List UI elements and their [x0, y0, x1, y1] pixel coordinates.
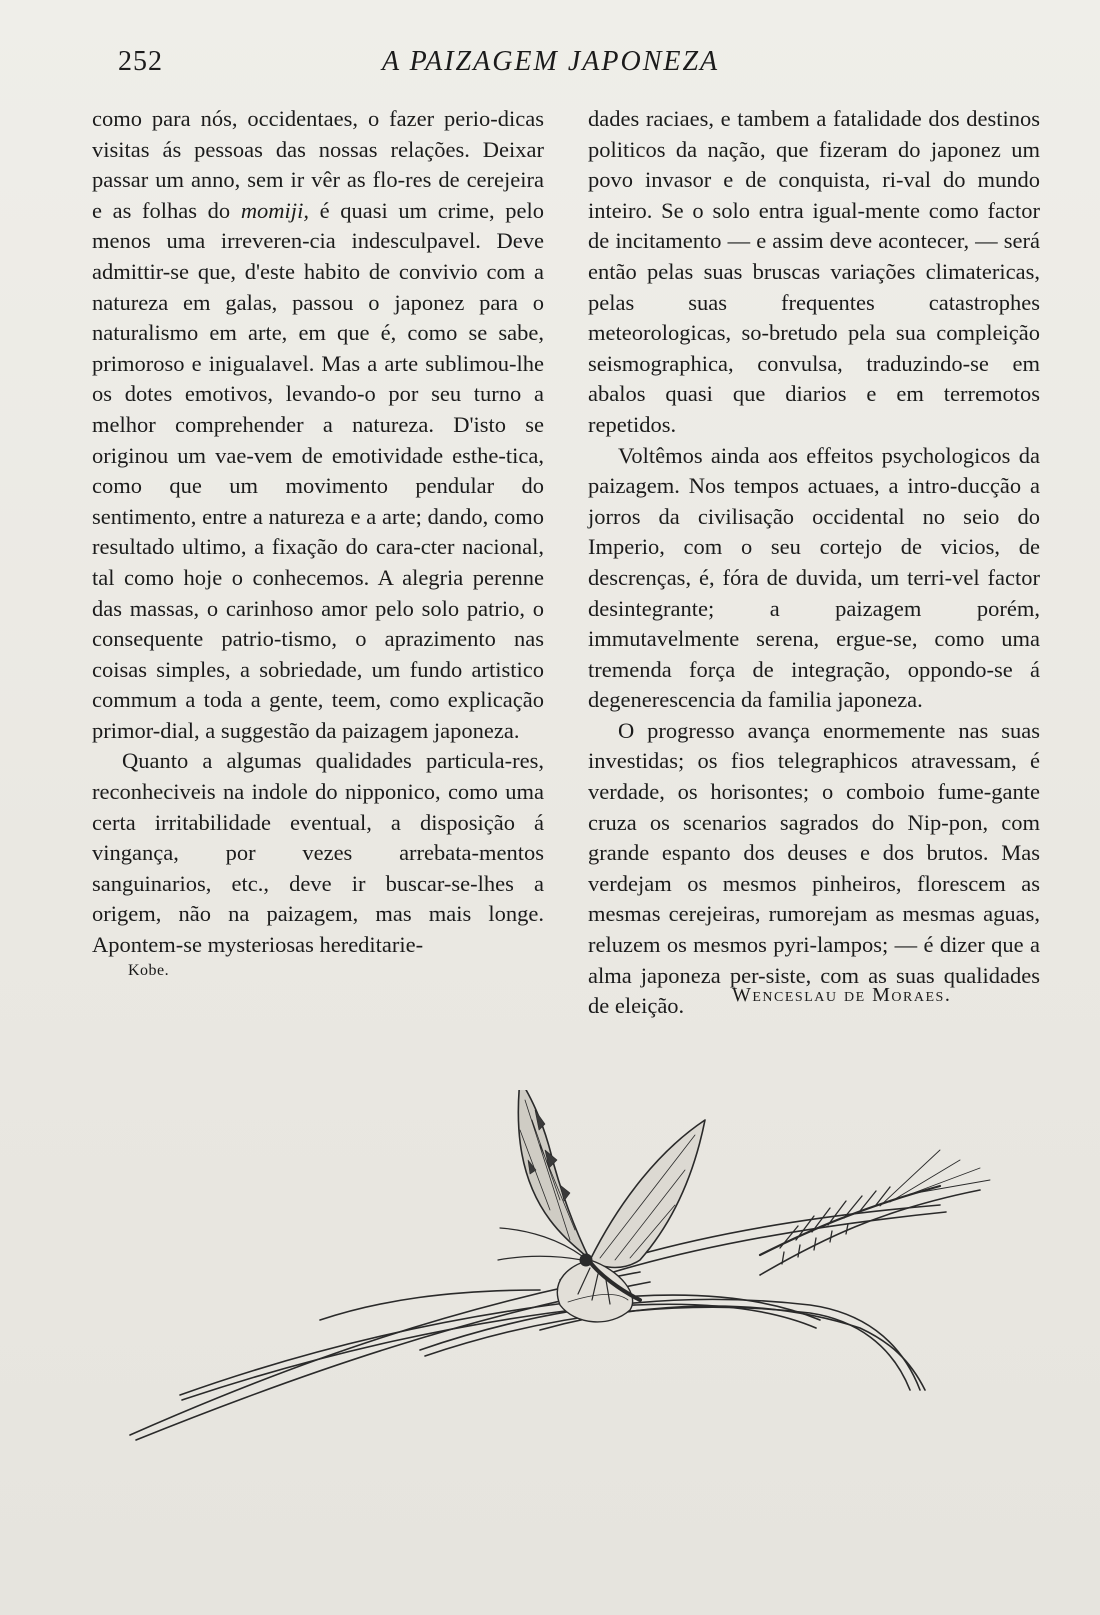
right-paragraph-3: O progresso avança enormemente nas suas investidas; os fios telegraphicos atravessam, é verdade, os horisontes; o comboio fume-gante cruza os scenarios sagrados do Nip-pon, com grande espanto dos deuses e dos brutos. Mas verdejam os mesmos pinheiros, florescem as mesmas cerejeiras, rumorejam as mesmas aguas, reluzem os mesmos pyri-lampos; — é dizer que a alma japoneza per-siste, com as suas qualidades de eleição.: [588, 717, 1040, 1019]
left-p1-text-a: como para nós, occidentaes, o fazer perio-dicas visitas ás pessoas das nossas relações. Deixar passar um anno, sem ir vêr as flo-res de cerejeira e as folhas do: [92, 106, 544, 223]
left-paragraph-1: [92, 104, 544, 746]
butterfly: [498, 1090, 705, 1322]
signature-author: Wenceslau de Moraes.: [732, 984, 952, 1006]
signature-place: Kobe.: [128, 962, 170, 979]
left-p1-text-b: é quasi um crime, pelo menos uma irreveren-cia indesculpavel. Deve admittir-se que, d'este habito de convivio com a natureza em galas, passou o japonez para o naturalismo em arte, em que é, como se sabe, primoroso e inigualavel. Mas a arte sublimou-lhe os dotes emotivos, levando-o por seu turno a melhor comprehender a natureza. D'isto se originou um vae-vem de emotividade esthe-tica, como que um movimento pendular do sentimento, entre a natureza e a arte; dando, como resultado ultimo, a fixação do cara-cter nacional, tal como hoje o conhecemos. A alegria perenne das massas, o carinhoso amor pelo solo patrio, o consequente patrio-tismo, o aprazimento nas coisas simples, a sobriedade, um fundo artistico commum a toda a gente, teem, como explicação primor-dial, a suggestão da paizagem japoneza.: [92, 197, 544, 743]
left-column: [92, 104, 544, 961]
running-title: A PAIZAGEM JAPONEZA: [382, 46, 720, 77]
right-column: [588, 104, 1040, 1022]
wheat-ear: [760, 1150, 990, 1264]
left-paragraph-2: Quanto a algumas qualidades particula-res, reconheciveis na indole do nipponico, como uma certa irritabilidade eventual, a disposição á vingança, por vezes arrebata-mentos sanguinarios, etc., deve ir buscar-se-lhes a origem, não na paizagem, mas mais longe. Apontem-se mysteriosas hereditarie-: [92, 748, 544, 958]
right-paragraph-2: Voltêmos ainda aos effeitos psychologicos da paizagem. Nos tempos actuaes, a intro-ducção a jorros da civilisação occidental no seio do Imperio, com o seu cortejo de vicios, de descrenças, é, fóra de duvida, um terri-vel factor desintegrante; a paizagem porém, immutavelmente serena, ergue-se, como uma tremenda força de integração, oppondo-se á degenerescencia da familia japoneza.: [588, 442, 1040, 713]
right-paragraph-1: dades raciaes, e tambem a fatalidade dos destinos politicos da nação, que fizeram do japonez um povo invasor e de conquista, ri-val do mundo inteiro. Se o solo entra igual-mente como factor de incitamento — e assim deve acontecer, — será então pelas suas bruscas variações climatericas, pelas suas frequentes catastrophes meteorologicas, so-bretudo pela sua compleição seismographica, convulsa, traduzindo-se em abalos quasi que diarios e em terremotos repetidos.: [588, 106, 1040, 437]
italic-term-momiji: momiji,: [240, 197, 309, 223]
butterfly-on-grass-illustration: [120, 1090, 1040, 1490]
page-number: 252: [118, 46, 163, 77]
grass-blades: [130, 1190, 980, 1440]
